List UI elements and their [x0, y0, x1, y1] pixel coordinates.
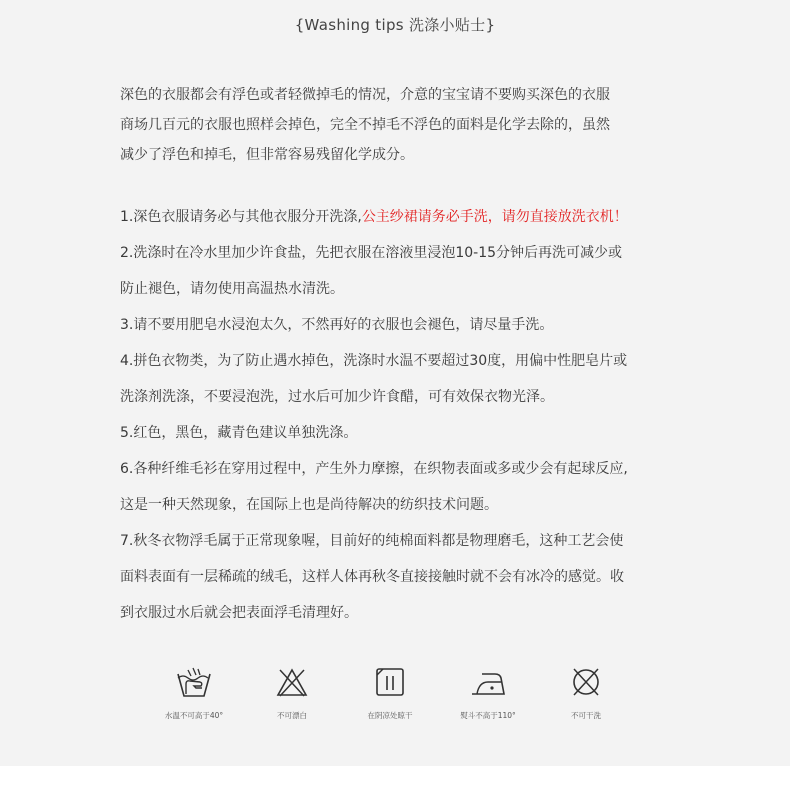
- intro-paragraph: [120, 80, 680, 170]
- care-label: 不可干洗: [571, 711, 601, 720]
- tip-line: 面料表面有一层稀疏的绒毛，这样人体再秋冬直接接触时就不会有冰冷的感觉。收: [120, 569, 624, 585]
- tip-line: 7.秋冬衣物浮毛属于正常现象喔，目前好的纯棉面料都是物理磨毛，这种工艺会使: [120, 533, 624, 549]
- care-symbols: [160, 664, 620, 724]
- no-dry-clean-icon: [566, 664, 606, 700]
- intro-line: 深色的衣服都会有浮色或者轻微掉毛的情况，介意的宝宝请不要购买深色的衣服: [120, 87, 610, 103]
- tips-list: [120, 203, 700, 635]
- care-item: [540, 664, 632, 721]
- tip-line: 防止褪色，请勿使用高温热水清洗。: [120, 281, 344, 297]
- page-title: {Washing tips 洗涤小贴士}: [294, 16, 496, 34]
- care-item: [148, 664, 240, 721]
- care-item: [344, 664, 436, 721]
- care-label: 熨斗不高于110°: [460, 711, 516, 720]
- iron-low-icon: [468, 664, 508, 700]
- shade-dry-icon: [370, 664, 410, 700]
- tip-line: 3.请不要用肥皂水浸泡太久，不然再好的衣服也会褪色，请尽量手洗。: [120, 317, 554, 333]
- tip-line: 1.深色衣服请务必与其他衣服分开洗涤,公主纱裙请务必手洗，请勿直接放洗衣机！: [120, 209, 628, 225]
- tip-line: 到衣服过水后就会把表面浮毛清理好。: [120, 605, 358, 621]
- tip-line: 这是一种天然现象，在国际上也是尚待解决的纺织技术问题。: [120, 497, 498, 513]
- hand-wash-icon: [174, 664, 214, 700]
- tip-line: 5.红色，黑色，藏青色建议单独洗涤。: [120, 425, 358, 441]
- care-item: [246, 664, 338, 721]
- tip-line: 6.各种纤维毛衫在穿用过程中，产生外力摩擦，在织物表面或多或少会有起球反应,: [120, 461, 628, 477]
- care-item: [442, 664, 534, 721]
- care-label: 水温不可高于40°: [164, 711, 224, 720]
- intro-line: 商场几百元的衣服也照样会掉色，完全不掉毛不浮色的面料是化学去除的，虽然: [120, 117, 610, 133]
- intro-line: 减少了浮色和掉毛，但非常容易残留化学成分。: [120, 147, 414, 163]
- no-bleach-icon: [272, 664, 312, 700]
- care-label: 不可漂白: [277, 711, 307, 720]
- tip-warning: 公主纱裙请务必手洗，请勿直接放洗衣机！: [361, 209, 628, 225]
- tip-line: 4.拼色衣物类，为了防止遇水掉色，洗涤时水温不要超过30度，用偏中性肥皂片或: [120, 353, 628, 369]
- care-label: 在阴凉处晾干: [367, 711, 413, 720]
- tip-line: 洗涤剂洗涤，不要浸泡洗，过水后可加少许食醋，可有效保衣物光泽。: [120, 389, 554, 405]
- tip-line: 2.洗涤时在冷水里加少许食盐，先把衣服在溶液里浸泡10-15分钟后再洗可减少或: [120, 245, 623, 261]
